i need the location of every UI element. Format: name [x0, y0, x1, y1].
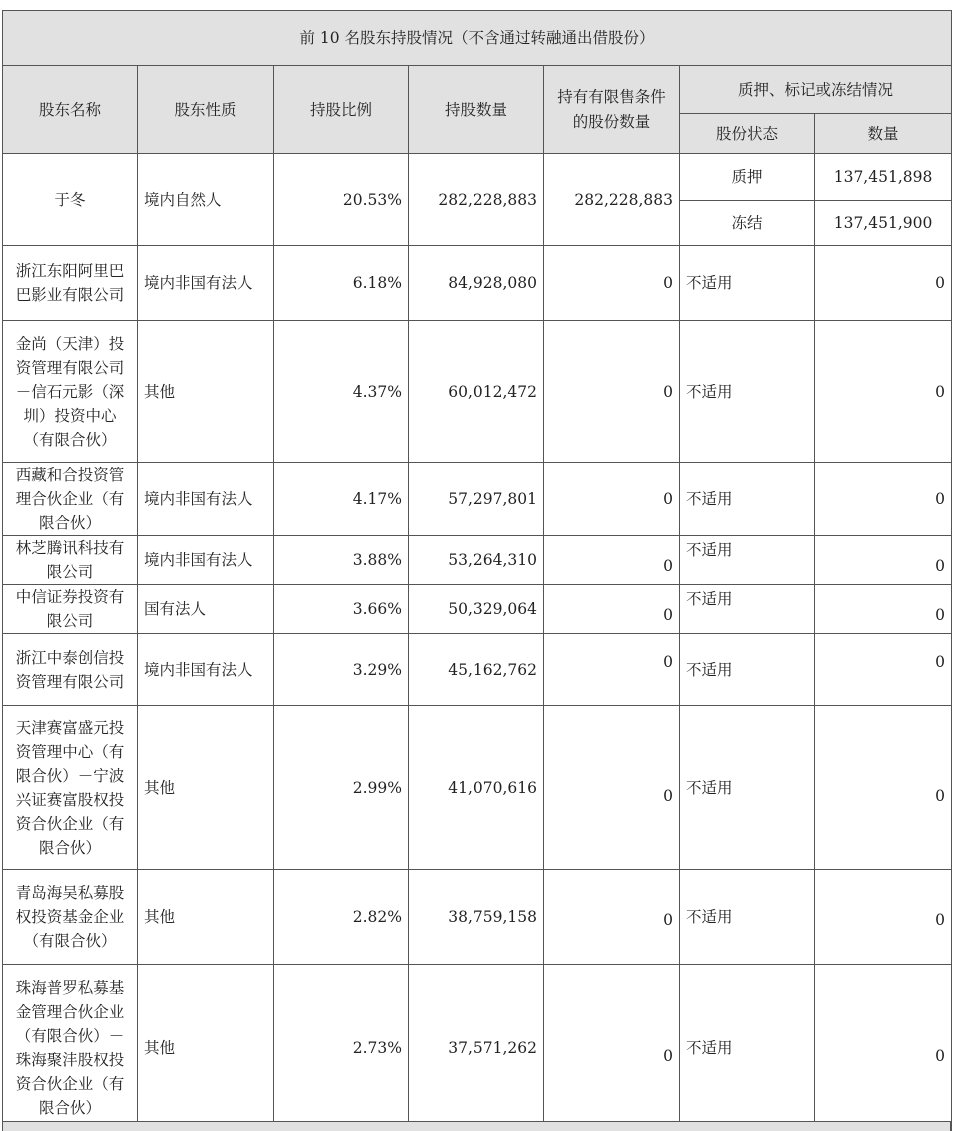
holding-count: 57,297,801 [409, 463, 544, 536]
restricted-count: 0 [544, 634, 680, 706]
shareholder-nature: 其他 [138, 965, 274, 1131]
pledge-qty: 0 [815, 965, 952, 1131]
pledge-status: 不适用 [680, 463, 815, 536]
holding-count: 50,329,064 [409, 585, 544, 634]
holding-ratio: 3.66% [274, 585, 409, 634]
shareholder-name: 金尚（天津）投资管理有限公司－信石元影（深圳）投资中心（有限合伙） [3, 321, 138, 463]
restricted-count: 0 [544, 536, 680, 585]
shareholder-nature: 境内非国有法人 [138, 536, 274, 585]
header-count: 持股数量 [409, 66, 544, 154]
table-row [3, 321, 952, 463]
shareholder-name: 浙江东阳阿里巴巴影业有限公司 [3, 246, 138, 321]
table-title: 前 10 名股东持股情况（不含通过转融通出借股份） [3, 11, 952, 66]
pledge-status: 不适用 [680, 321, 815, 463]
header-pledge-qty: 数量 [815, 114, 952, 154]
restricted-count: 0 [544, 321, 680, 463]
top10-shareholders-table [2, 10, 952, 1131]
holding-ratio: 6.18% [274, 246, 409, 321]
header-pledge-group: 质押、标记或冻结情况 [680, 66, 952, 114]
holding-count: 45,162,762 [409, 634, 544, 706]
holding-count: 282,228,883 [409, 154, 544, 246]
header-nature: 股东性质 [138, 66, 274, 154]
pledge-qty: 137,451,898 [815, 154, 952, 201]
table-row [3, 463, 952, 536]
holding-ratio: 2.73% [274, 965, 409, 1131]
pledge-qty: 0 [815, 463, 952, 536]
holding-ratio: 3.88% [274, 536, 409, 585]
holding-count: 41,070,616 [409, 706, 544, 870]
table-row [3, 154, 952, 201]
shareholder-name: 于冬 [3, 154, 138, 246]
holding-count: 38,759,158 [409, 870, 544, 965]
restricted-count: 0 [544, 463, 680, 536]
pledge-status: 不适用 [680, 965, 815, 1131]
pledge-status: 不适用 [680, 246, 815, 321]
header-name: 股东名称 [3, 66, 138, 154]
shareholder-nature: 境内非国有法人 [138, 246, 274, 321]
shareholder-name: 中信证券投资有限公司 [3, 585, 138, 634]
shareholder-nature: 国有法人 [138, 585, 274, 634]
holding-ratio: 2.99% [274, 706, 409, 870]
shareholder-nature: 其他 [138, 706, 274, 870]
shareholder-nature: 境内自然人 [138, 154, 274, 246]
header-ratio: 持股比例 [274, 66, 409, 154]
shareholder-name: 珠海普罗私募基金管理合伙企业（有限合伙）－珠海聚沣股权投资合伙企业（有限合伙） [3, 965, 138, 1131]
header-pledge-status: 股份状态 [680, 114, 815, 154]
holding-ratio: 20.53% [274, 154, 409, 246]
table-row [3, 585, 952, 634]
pledge-status: 不适用 [680, 585, 815, 634]
shareholder-nature: 其他 [138, 870, 274, 965]
table-row [3, 536, 952, 585]
holding-ratio: 4.37% [274, 321, 409, 463]
shareholder-nature: 其他 [138, 321, 274, 463]
holding-ratio: 3.29% [274, 634, 409, 706]
holding-count: 53,264,310 [409, 536, 544, 585]
pledge-qty: 0 [815, 634, 952, 706]
header-restricted: 持有有限售条件的股份数量 [544, 66, 680, 154]
shareholder-name: 天津赛富盛元投资管理中心（有限合伙）－宁波兴证赛富股权投资合伙企业（有限合伙） [3, 706, 138, 870]
restricted-count: 0 [544, 585, 680, 634]
pledge-qty: 0 [815, 585, 952, 634]
pledge-qty: 0 [815, 321, 952, 463]
freeze-status: 冻结 [680, 201, 815, 246]
pledge-status: 不适用 [680, 634, 815, 706]
holding-count: 84,928,080 [409, 246, 544, 321]
shareholder-nature: 境内非国有法人 [138, 634, 274, 706]
pledge-qty: 0 [815, 246, 952, 321]
shareholder-name: 浙江中泰创信投资管理有限公司 [3, 634, 138, 706]
restricted-count: 0 [544, 706, 680, 870]
holding-count: 37,571,262 [409, 965, 544, 1131]
table-row [3, 965, 952, 1131]
pledge-qty: 0 [815, 536, 952, 585]
table-row [3, 870, 952, 965]
table-row [3, 706, 952, 870]
shareholder-nature: 境内非国有法人 [138, 463, 274, 536]
pledge-status: 不适用 [680, 706, 815, 870]
freeze-qty: 137,451,900 [815, 201, 952, 246]
pledge-status: 不适用 [680, 536, 815, 585]
holding-count: 60,012,472 [409, 321, 544, 463]
shareholder-name: 西藏和合投资管理合伙企业（有限合伙） [3, 463, 138, 536]
shareholder-name: 林芝腾讯科技有限公司 [3, 536, 138, 585]
restricted-count: 0 [544, 870, 680, 965]
pledge-status: 质押 [680, 154, 815, 201]
table-row [3, 246, 952, 321]
restricted-count: 0 [544, 246, 680, 321]
shareholder-name: 青岛海吴私募股权投资基金企业（有限合伙） [3, 870, 138, 965]
restricted-count: 0 [544, 965, 680, 1131]
restricted-count: 282,228,883 [544, 154, 680, 246]
table-row [3, 634, 952, 706]
pledge-status: 不适用 [680, 870, 815, 965]
pledge-qty: 0 [815, 870, 952, 965]
holding-ratio: 4.17% [274, 463, 409, 536]
holding-ratio: 2.82% [274, 870, 409, 965]
pledge-qty: 0 [815, 706, 952, 870]
